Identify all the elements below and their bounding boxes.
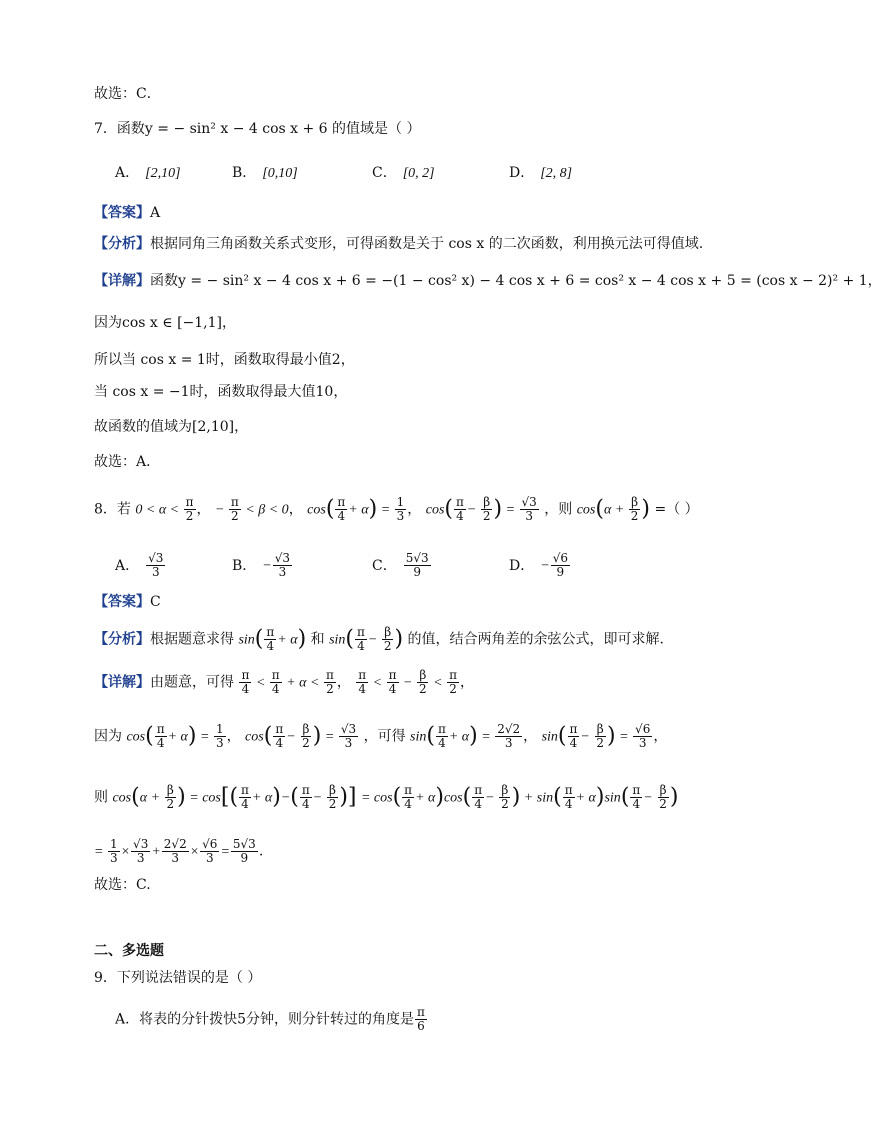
analysis-tag: 【分析】 [94,236,150,252]
q7-analysis [94,234,703,254]
q8-step-3: = $\frac{1}{3}$ × $\frac{√3}{3}$ + $\frac{2√2}{3}$ × $\frac{√6}{3}$ = $\frac{5√3}{9}$ . [94,837,264,865]
q8-conclusion: 故选：C. [94,877,151,893]
answer-tag: 【答案】 [94,205,150,221]
q8-option-c[interactable]: C． $\frac{5√3}{9}$ [372,551,429,579]
q7-step-3: 当 cos x = −1时，函数取得最大值10， [94,384,348,400]
q7-conclusion: 故选：A． [94,454,161,470]
q8-option-a-label: A． [115,557,140,574]
q7-option-a-label: A． [115,165,140,181]
q7-option-a[interactable] [115,163,181,184]
q7-option-c-label: C． [372,165,397,181]
q8-answer-value: C [150,594,161,610]
q8-option-b-label: B． [232,557,257,574]
q8-step1-prefix: 因为 [94,728,122,745]
q8-analysis: 【分析】根据题意求得 sin( $\frac{\pi}{4}$ + α) 和 sin( $\frac{\pi}{4}$ − $\frac{\beta}{2}$ ) 的值，结合两角差的余弦公式，即可求解. [94,625,664,653]
q8-option-d-label: D． [509,557,535,574]
q8-step2-prefix: 则 [94,789,108,806]
q7-detail-text: 函数y = − sin² x − 4 cos x + 6 = −(1 − cos² x) − 4 cos x + 6 = cos² x − 4 cos x + 5 = (cos x − 2)² + 1， [150,273,882,289]
q7-option-a-value: [2,10] [145,166,181,181]
q7-option-b-value: [0,10] [262,166,298,181]
detail-tag: 【详解】 [94,674,150,691]
q7-stem: 7．函数y = − sin² x − 4 cos x + 6 的值域是（ ） [94,121,421,137]
q8-analysis-mid: 和 [310,631,325,648]
section-2-title: 二、多选题 [94,943,164,959]
q8-answer [94,592,161,612]
q7-detail [94,271,882,291]
q8-step-1: 因为 cos( $\frac{\pi}{4}$ + α) = $\frac{1}{3}$ ， cos( $\frac{\pi}{4}$ − $\frac{\beta}{2}$ ) = $\frac{√3}{3}$ ，可得 sin( $\frac{\pi}{4}$ + α) = $\frac{2√2}{3}$ ， sin( $\frac{\pi}{4}$ − $\frac{\beta}{2}$ ) = $\frac{√6}{3}$ ， [94,722,668,750]
detail-tag: 【详解】 [94,273,150,289]
q9-option-a-text: 将表的分针拨快5分钟，则分针转过的角度是 [139,1011,415,1028]
q7-step-2: 所以当 cos x = 1时，函数取得最小值2， [94,352,355,368]
q8-analysis-suffix: 的值，结合两角差的余弦公式，即可求解. [407,631,664,648]
q7-option-c-value: [0, 2] [402,166,435,181]
q7-option-b[interactable] [232,163,298,184]
q8-stem: 8．若 0 < α < $\frac{\pi}{2}$ ， − $\frac{\pi}{2}$ < β < 0， cos( $\frac{\pi}{4}$ + α) = $\frac{1}{3}$ ， cos( $\frac{\pi}{4}$ − $\frac{\beta}{2}$ ) = $\frac{√3}{3}$ ，则 cos(α + $\frac{\beta}{2}$ ) =（ ） [94,495,699,523]
q7-step-1: 因为cos x ∈ [−1,1]， [94,315,236,331]
q8-analysis-prefix: 根据题意求得 [150,631,234,648]
q7-option-d[interactable] [509,163,572,184]
q7-answer-value: A [150,205,161,221]
q8-stem-prefix: 8．若 [94,501,131,518]
q8-option-d[interactable]: D． − $\frac{√6}{9}$ [509,551,568,579]
q8-step1-mid: ，可得 [363,728,406,745]
analysis-tag: 【分析】 [94,631,150,648]
q8-option-a[interactable]: A． $\frac{√3}{3}$ [115,551,164,579]
q8-option-b[interactable]: B． − $\frac{√3}{3}$ [232,551,291,579]
previous-answer: 故选：C． [94,86,161,102]
q7-answer [94,203,160,223]
q7-analysis-text: 根据同角三角函数关系式变形，可得函数是关于 cos x 的二次函数，利用换元法可得值域. [150,236,704,252]
q9-stem: 9．下列说法错误的是（ ） [94,970,262,986]
q9-option-a[interactable]: A．将表的分针拨快5分钟，则分针转过的角度是 $\frac{\pi}{6}$ [115,1005,425,1033]
q9-option-a-label: A． [115,1011,140,1028]
q8-step-2: 则 cos(α + $\frac{\beta}{2}$ ) = cos[( $\frac{\pi}{4}$ + α)−( $\frac{\pi}{4}$ − $\frac{\beta}{2}$ )] = cos( $\frac{\pi}{4}$ + α)cos( $\frac{\pi}{4}$ − $\frac{\beta}{2}$ ) + sin( $\frac{\pi}{4}$ + α)sin( $\frac{\pi}{4}$ − $\frac{\beta}{2}$ ) [94,783,679,811]
q8-option-c-label: C． [372,557,397,574]
q7-option-d-value: [2, 8] [540,166,573,181]
q7-step-4: 故函数的值域为[2,10]， [94,419,249,435]
answer-tag: 【答案】 [94,594,150,610]
q8-detail-prefix: 由题意，可得 [150,674,234,691]
q7-option-d-label: D． [509,165,535,181]
q8-stem-suffix: ，则 [544,501,573,518]
q8-stem-end: =（ ） [654,501,699,518]
q8-detail: 【详解】由题意，可得 $\frac{\pi}{4}$ < $\frac{\pi}{4}$ + α < $\frac{\pi}{2}$ ， $\frac{\pi}{4}$ < $\frac{\pi}{4}$ − $\frac{\beta}{2}$ < $\frac{\pi}{2}$ ， [94,668,474,696]
q7-option-b-label: B． [232,165,257,181]
q7-option-c[interactable] [372,163,435,184]
